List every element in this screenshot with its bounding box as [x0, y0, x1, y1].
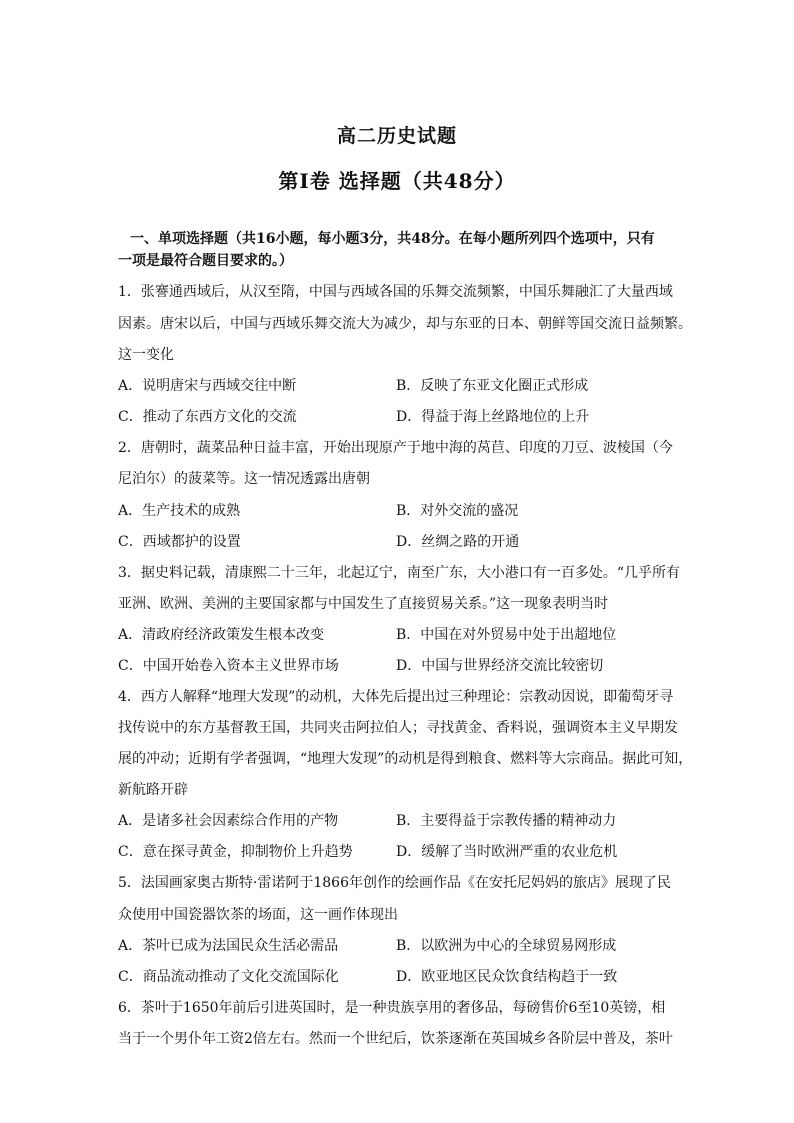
question-4-line-4: 新航路开辟 — [118, 782, 188, 798]
question-5-option-b: B．以欧洲为中心的全球贸易网形成 — [396, 938, 617, 954]
question-4-option-d: D．缓解了当时欧洲严重的农业危机 — [396, 844, 618, 860]
question-1-line-3: 这一变化 — [118, 347, 174, 363]
question-5-option-c: C．商品流动推动了文化交流国际化 — [118, 969, 339, 985]
instructions-line-2: 一项是最符合题目要求的。） — [118, 253, 293, 269]
question-2-option-c: C．西域都护的设置 — [118, 534, 241, 550]
question-3-option-c: C．中国开始卷入资本主义世界市场 — [118, 658, 339, 674]
question-2-line-1: 2．唐朝时，蔬菜品种日益丰富，开始出现原产于地中海的莴苣、印度的刀豆、波棱国（今 — [118, 440, 673, 456]
question-1-option-a: A．说明唐宋与西域交往中断 — [118, 378, 297, 394]
question-6-line-1: 6．茶叶于1650年前后引进英国时，是一种贵族享用的奢侈品，每磅售价6至10英镑，相 — [118, 1000, 666, 1016]
question-6-line-2: 当于一个男仆年工资2倍左右。然而一个世纪后，饮茶逐渐在英国城乡各阶层中普及，茶叶 — [118, 1031, 673, 1047]
question-4-option-c: C．意在探寻黄金，抑制物价上升趋势 — [118, 844, 353, 860]
question-4-option-a: A．是诸多社会因素综合作用的产物 — [118, 813, 339, 829]
question-5-line-1: 5．法国画家奥古斯特·雷诺阿于1866年创作的绘画作品《在安托尼妈妈的旅店》展现了民 — [118, 875, 671, 891]
section-title: 第Ⅰ卷 选择题（共48分） — [278, 169, 516, 193]
question-4-line-2: 找传说中的东方基督教王国，共同夹击阿拉伯人；寻找黄金、香料说，强调资本主义早期发 — [118, 720, 678, 736]
question-4-line-1: 4．西方人解释“地理大发现”的动机，大体先后提出过三种理论：宗教动因说，即葡萄牙寻 — [118, 689, 674, 705]
question-3-option-b: B．中国在对外贸易中处于出超地位 — [396, 627, 617, 643]
question-1-line-2: 因素。唐宋以后，中国与西域乐舞交流大为减少，却与东亚的日本、朝鲜等国交流日益频繁。 — [118, 316, 692, 332]
question-2-option-a: A．生产技术的成熟 — [118, 503, 241, 519]
question-2-option-d: D．丝绸之路的开通 — [396, 534, 520, 550]
question-4-option-b: B．主要得益于宗教传播的精神动力 — [396, 813, 617, 829]
question-2-line-2: 尼泊尔）的菠菜等。这一情况透露出唐朝 — [118, 471, 370, 487]
question-5-line-2: 众使用中国瓷器饮茶的场面，这一画作体现出 — [118, 907, 398, 923]
question-1-line-1: 1．张謇通西域后，从汉至隋，中国与西域各国的乐舞交流频繁，中国乐舞融汇了大量西域 — [118, 284, 673, 300]
question-1-option-c: C．推动了东西方文化的交流 — [118, 409, 297, 425]
question-3-option-d: D．中国与世界经济交流比较密切 — [396, 658, 604, 674]
question-3-line-2: 亚洲、欧洲、美洲的主要国家都与中国发生了直接贸易关系。”这一现象表明当时 — [118, 596, 609, 612]
question-5-option-d: D．欧亚地区民众饮食结构趋于一致 — [396, 969, 618, 985]
instructions-line-1: 一、单项选择题（共16小题，每小题3分，共48分。在每小题所列四个选项中，只有 — [130, 231, 655, 247]
question-5-option-a: A．茶叶已成为法国民众生活必需品 — [118, 938, 339, 954]
question-1-option-d: D．得益于海上丝路地位的上升 — [396, 409, 590, 425]
question-3-line-1: 3．据史料记载，清康熙二十三年，北起辽宁，南至广东，大小港口有一百多处。“几乎所有 — [118, 565, 681, 581]
question-2-option-b: B．对外交流的盛况 — [396, 503, 519, 519]
question-4-line-3: 展的冲动；近期有学者强调，“地理大发现”的动机是得到粮食、燃料等大宗商品。据此可知， — [118, 751, 693, 767]
question-3-option-a: A．清政府经济政策发生根本改变 — [118, 627, 325, 643]
question-1-option-b: B．反映了东亚文化圈正式形成 — [396, 378, 589, 394]
page-title: 高二历史试题 — [336, 125, 457, 147]
